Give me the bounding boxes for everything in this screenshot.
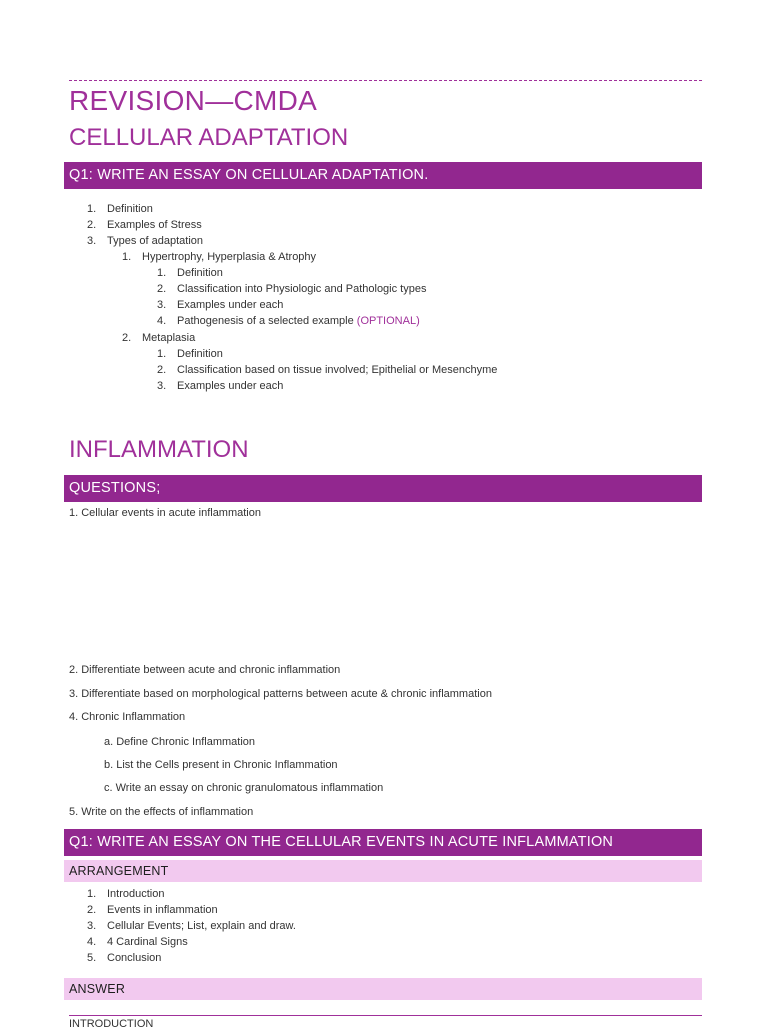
list-item: 5. Conclusion [87,952,162,964]
question-4c: c. Write an essay on chronic granulomatous inflammation [104,782,384,794]
list-item: 4. 4 Cardinal Signs [87,936,188,948]
list-item: 2. Examples of Stress [87,219,202,231]
list-item: 3. Examples under each [157,299,284,311]
outline-list [87,201,203,249]
question-4b: b. List the Cells present in Chronic Inflammation [104,759,338,771]
introduction-divider [69,1015,702,1016]
metaplasia-list [122,330,195,346]
optional-note: (OPTIONAL) [356,315,420,327]
question-4: 4. Chronic Inflammation [69,711,186,723]
list-item: 2. Events in inflammation [87,904,218,916]
section-heading-cellular-adaptation: CELLULAR ADAPTATION [69,124,349,151]
arrangement-list [87,886,296,966]
list-item: 2. Metaplasia [122,332,196,344]
list-item: 1. Definition [157,267,223,279]
metaplasia-sublist [157,346,497,394]
question-5: 5. Write on the effects of inflammation [69,806,254,818]
list-item: 3. Cellular Events; List, explain and draw. [87,920,296,932]
hypertrophy-sublist [157,265,426,329]
answer-label: ANSWER [64,978,702,1000]
top-divider [69,80,702,81]
list-item: 4. Pathogenesis of a selected example (OPTIONAL) [157,315,420,327]
section-heading-inflammation: INFLAMMATION [69,436,249,463]
list-item: 2. Classification into Physiologic and Pathologic types [157,283,427,295]
list-item: 1. Definition [157,348,223,360]
question-3: 3. Differentiate based on morphological patterns between acute & chronic inflammation [69,688,492,700]
introduction-heading: INTRODUCTION [69,1018,154,1030]
questions-bar: QUESTIONS; [64,475,702,502]
list-item: 1. Hypertrophy, Hyperplasia & Atrophy [122,251,317,263]
list-item: 3. Examples under each [157,380,284,392]
question-4a: a. Define Chronic Inflammation [104,736,256,748]
question-2: 2. Differentiate between acute and chronic inflammation [69,664,341,676]
adaptation-types-list [122,249,316,265]
essay-question-bar: Q1: WRITE AN ESSAY ON THE CELLULAR EVENTS IN ACUTE INFLAMMATION [64,829,702,856]
list-item: 2. Classification based on tissue involved; Epithelial or Mesenchyme [157,364,498,376]
document-title: REVISION—CMDA [69,85,318,116]
question-bar-cellular-adaptation: Q1: WRITE AN ESSAY ON CELLULAR ADAPTATION. [64,162,702,189]
list-item: 1. Introduction [87,888,165,900]
list-item: 3. Types of adaptation [87,235,204,247]
list-item: 1. Definition [87,203,153,215]
question-1: 1. Cellular events in acute inflammation [69,507,261,519]
arrangement-label: ARRANGEMENT [64,860,702,882]
